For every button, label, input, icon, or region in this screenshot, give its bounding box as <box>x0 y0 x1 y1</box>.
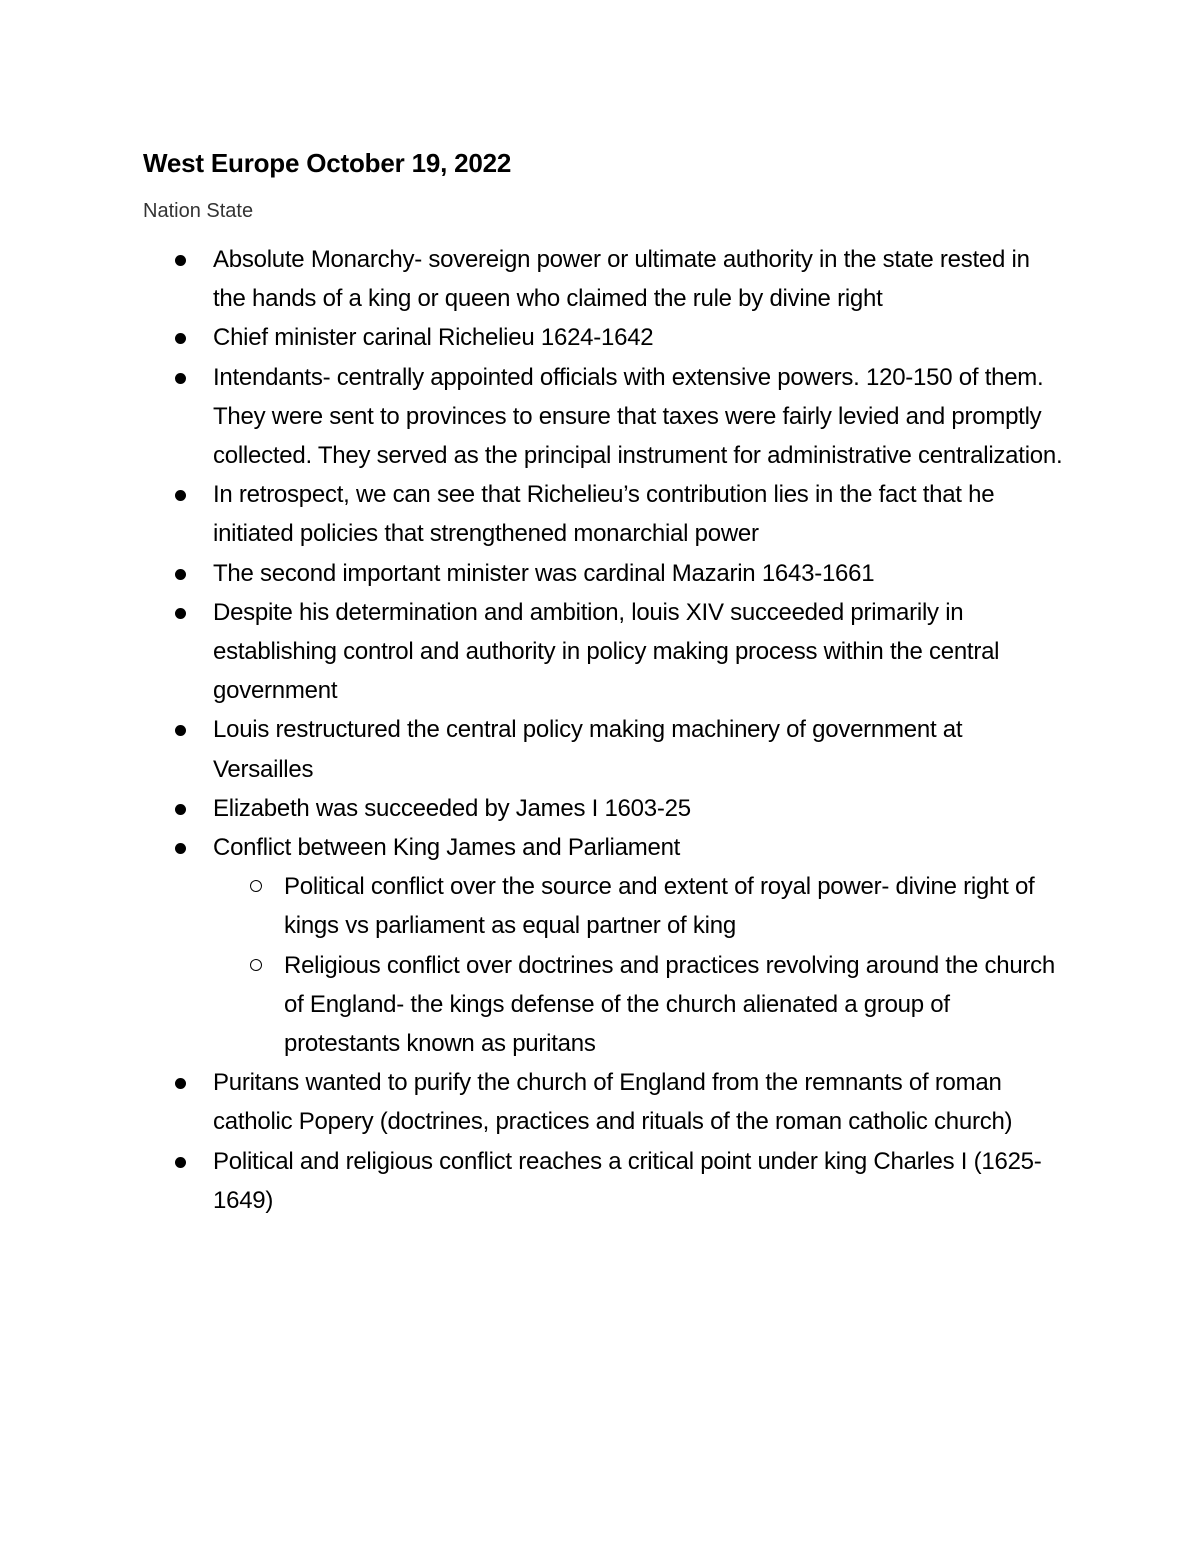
list-item-text: Intendants- centrally appointed officials with extensive powers. 120-150 of them. They were sent to provinces to ensure that taxes were fairly levied and promptly collected. They served as the principal instrument for administrative centralization. <box>213 363 1063 470</box>
list-item-text: Elizabeth was succeeded by James I 1603-25 <box>213 794 691 822</box>
list-item <box>213 240 1063 318</box>
list-item <box>213 554 1063 593</box>
bullet-icon <box>175 608 186 619</box>
section-heading: Nation State <box>143 200 254 222</box>
hollow-bullet-icon <box>250 959 262 971</box>
document-title: West Europe October 19, 2022 <box>143 148 512 178</box>
bullet-icon <box>175 1157 186 1168</box>
sub-list-item-text: Religious conflict over doctrines and practices revolving around the church of England- the kings defense of the church alienated a group of protestants known as puritans <box>284 951 1055 1058</box>
sub-list-item <box>284 867 1063 945</box>
list-item <box>213 475 1063 553</box>
bullet-icon <box>175 490 186 501</box>
bullet-icon <box>175 373 186 384</box>
sub-list-item <box>284 946 1063 1064</box>
list-item-text: In retrospect, we can see that Richelieu’s contribution lies in the fact that he initiated policies that strengthened monarchial power <box>213 481 995 548</box>
list-item-text: Absolute Monarchy- sovereign power or ultimate authority in the state rested in the hands of a king or queen who claimed the rule by divine right <box>213 246 1030 313</box>
bullet-icon <box>175 1078 186 1089</box>
list-item <box>213 318 1063 357</box>
sub-list-item-text: Political conflict over the source and extent of royal power- divine right of kings vs parliament as equal partner of king <box>284 873 1035 940</box>
bullet-icon <box>175 725 186 736</box>
list-item <box>213 358 1063 476</box>
hollow-bullet-icon <box>250 880 262 892</box>
list-item <box>213 828 1063 1063</box>
bullet-list <box>213 240 1063 1220</box>
list-item-text: Chief minister carinal Richelieu 1624-1642 <box>213 324 654 352</box>
bullet-icon <box>175 255 186 266</box>
bullet-icon <box>175 333 186 344</box>
bullet-icon <box>175 569 186 580</box>
sub-bullet-list <box>213 867 1063 1063</box>
list-item-text: Louis restructured the central policy making machinery of government at Versailles <box>213 716 963 783</box>
list-item <box>213 593 1063 711</box>
list-item-text: The second important minister was cardinal Mazarin 1643-1661 <box>213 559 875 587</box>
bullet-icon <box>175 843 186 854</box>
list-item-text: Political and religious conflict reaches a critical point under king Charles I (1625-1649) <box>213 1147 1042 1214</box>
list-item-text: Puritans wanted to purify the church of England from the remnants of roman catholic Popery (doctrines, practices and rituals of the roman catholic church) <box>213 1069 1013 1136</box>
bullet-icon <box>175 804 186 815</box>
list-item-text: Conflict between King James and Parliament <box>213 834 681 862</box>
list-item <box>213 1142 1063 1220</box>
list-item <box>213 789 1063 828</box>
list-item-text: Despite his determination and ambition, louis XIV succeeded primarily in establishing control and authority in policy making process within the central government <box>213 598 1000 705</box>
list-item <box>213 1063 1063 1141</box>
list-item <box>213 710 1063 788</box>
